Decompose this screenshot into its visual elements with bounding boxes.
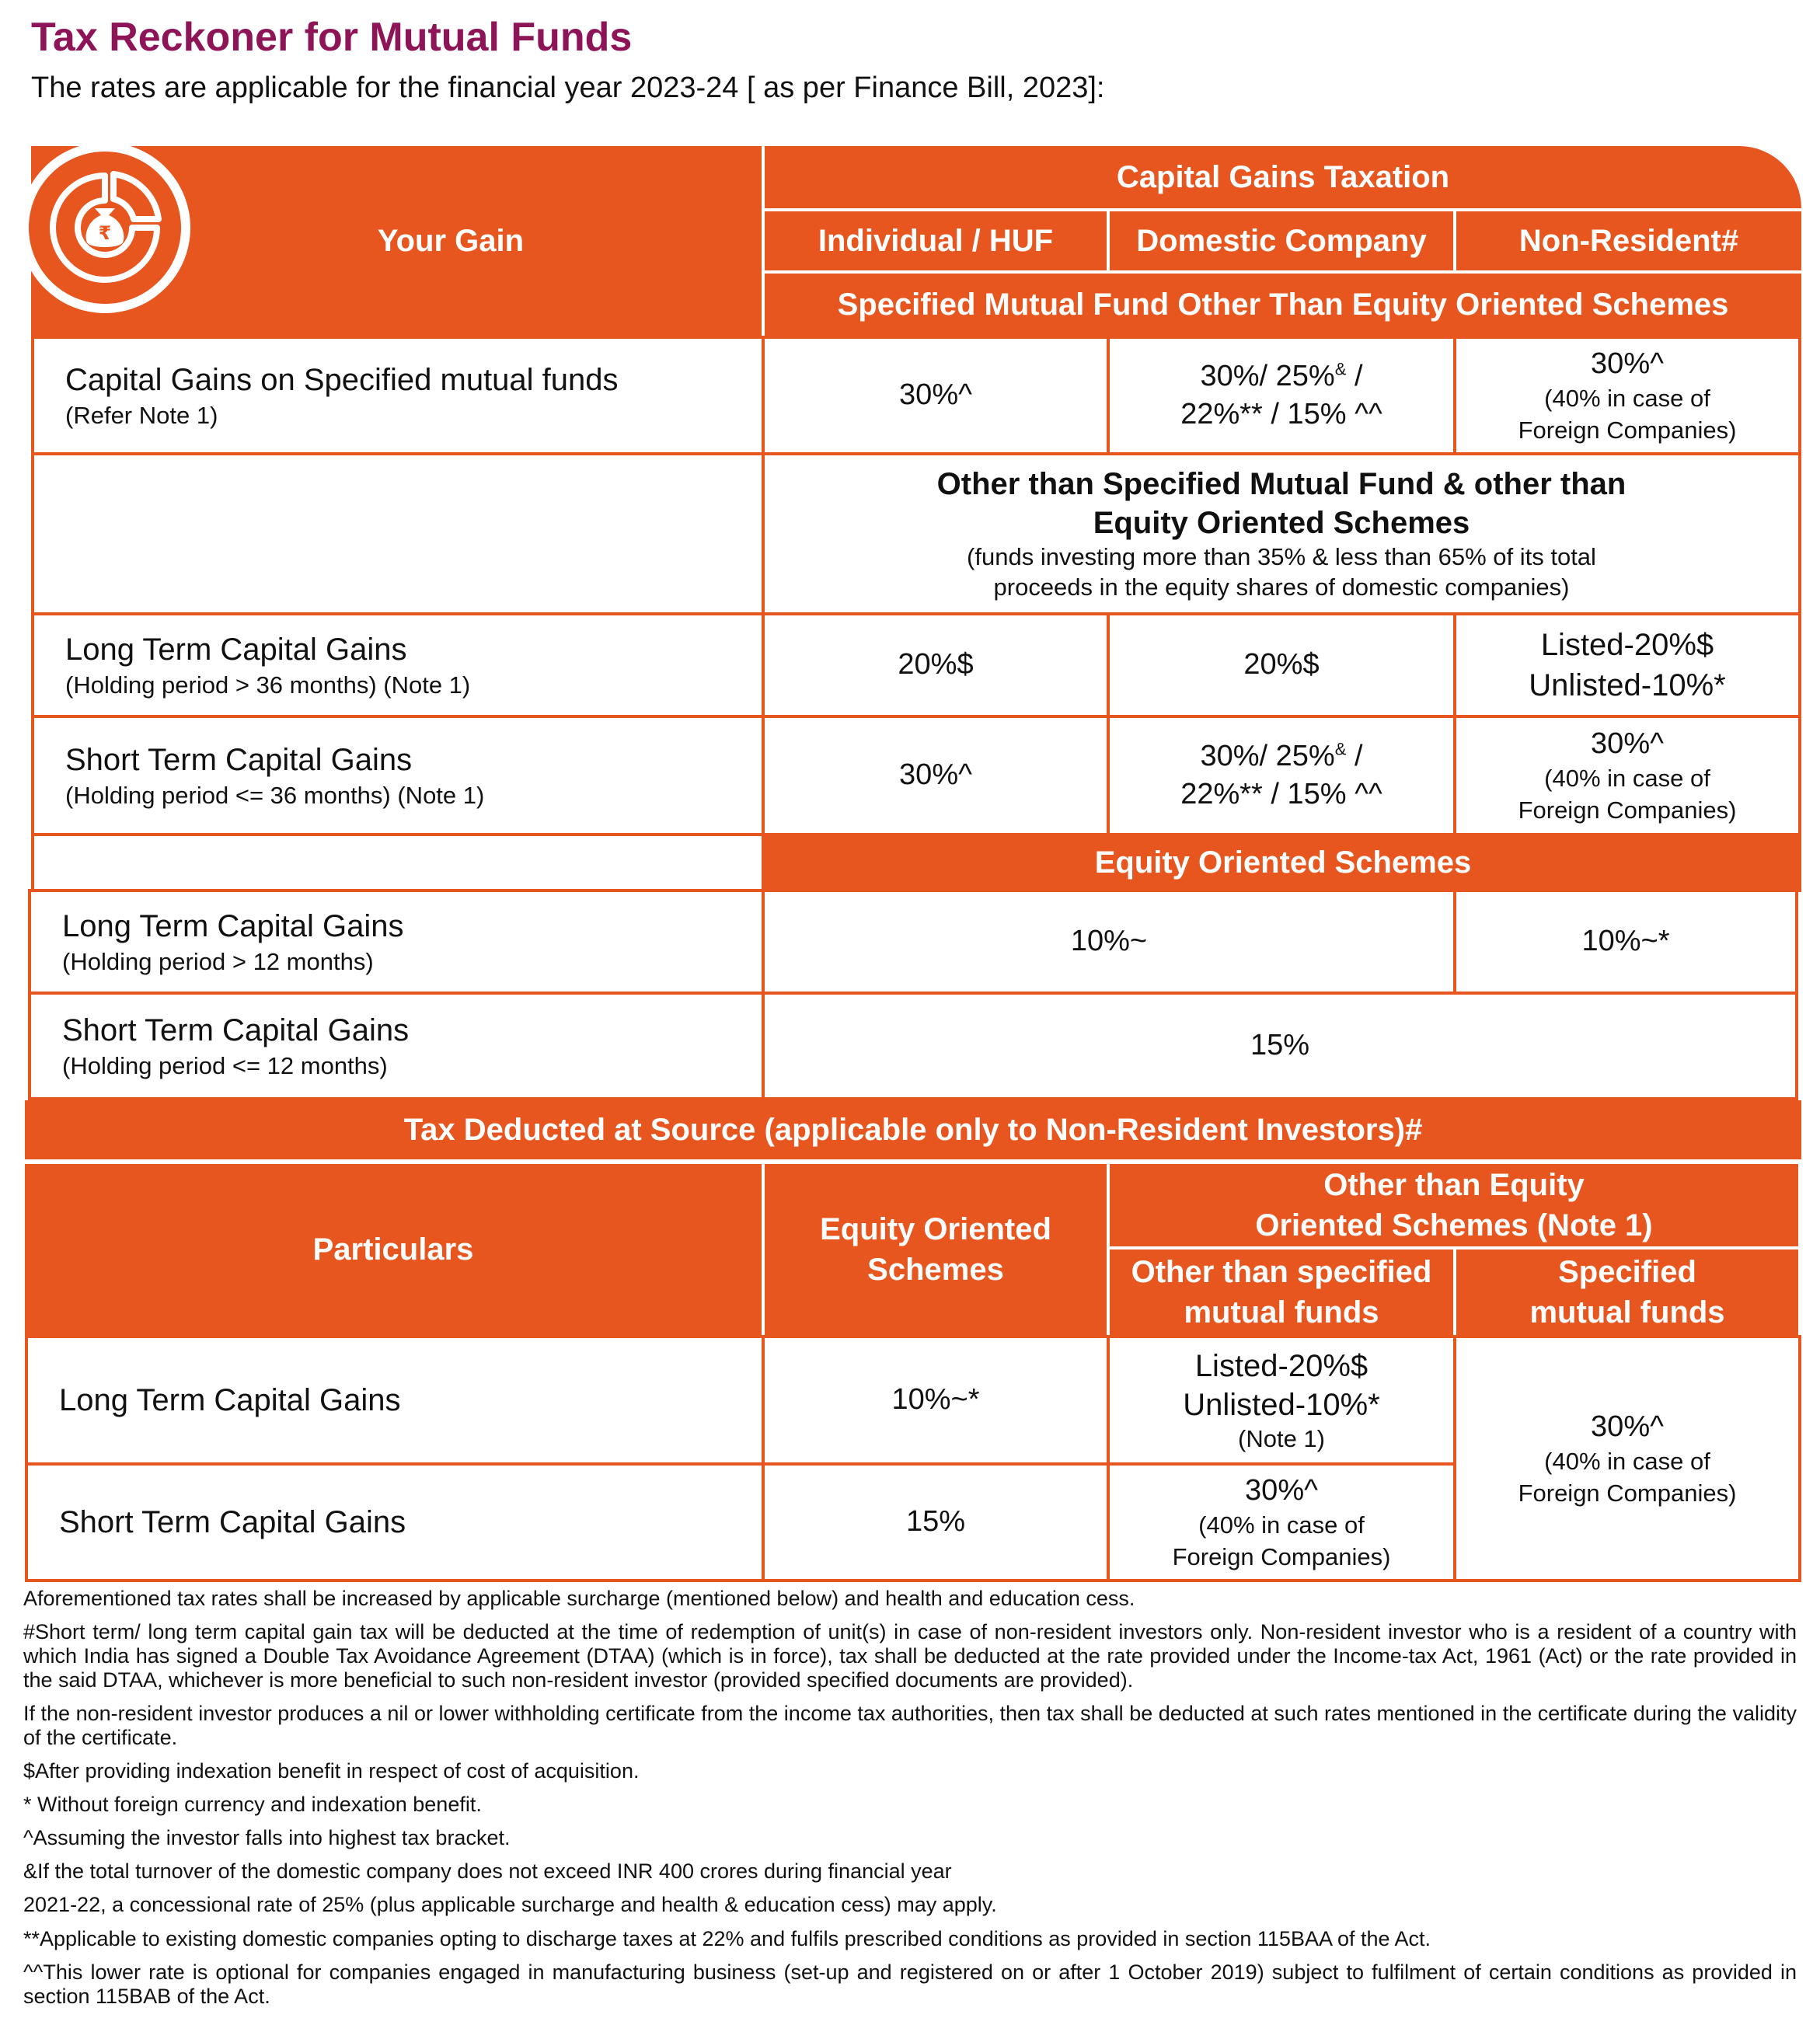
tds-stcg-label: Short Term Capital Gains bbox=[25, 1462, 765, 1582]
footnote: * Without foreign currency and indexation benefit. bbox=[23, 1793, 482, 1817]
capital-gains-taxation-label: Capital Gains Taxation bbox=[1116, 160, 1450, 194]
tds-ltcg-label: Long Term Capital Gains bbox=[25, 1335, 765, 1466]
row-ltcg-36-company: 20%$ bbox=[1107, 612, 1456, 718]
row-specified-cg-label: Capital Gains on Specified mutual funds (Refer Note 1) bbox=[31, 336, 765, 455]
footnotes bbox=[23, 1587, 1797, 2018]
section2-blank bbox=[31, 452, 765, 615]
page-subtitle: The rates are applicable for the financial year 2023-24 [ as per Finance Bill, 2023]: bbox=[31, 71, 1105, 104]
row-stcg-36-label: Short Term Capital Gains (Holding period <= 36 months) (Note 1) bbox=[31, 715, 765, 836]
row-ltcg-12-label: Long Term Capital Gains (Holding period > 12 months) bbox=[28, 889, 765, 995]
tds-equity-header: Equity Oriented Schemes bbox=[765, 1164, 1107, 1335]
footnote: ^Assuming the investor falls into highest tax bracket. bbox=[23, 1826, 511, 1850]
footnote: &If the total turnover of the domestic company does not exceed INR 400 crores during financial year bbox=[23, 1859, 952, 1884]
tds-other-than-specified-header: Other than specified mutual funds bbox=[1110, 1249, 1453, 1335]
rupee-bag-pie-chart-icon bbox=[17, 140, 193, 315]
footnote: If the non-resident investor produces a nil or lower withholding certificate from the income tax authorities, then tax shall be deducted at such rates mentioned in the certificate during the validity of the certificate. bbox=[23, 1702, 1797, 1750]
tds-ltcg-equity: 10%~* bbox=[762, 1335, 1110, 1466]
row-specified-cg-company: 30%/ 25%& / 22%** / 15% ^^ bbox=[1107, 336, 1456, 455]
footnote: Aforementioned tax rates shall be increased by applicable surcharge (mentioned below) and health and education cess. bbox=[23, 1587, 1135, 1610]
tds-stcg-other: 30%^ (40% in case of Foreign Companies) bbox=[1107, 1462, 1456, 1582]
tds-particulars-header: Particulars bbox=[25, 1164, 762, 1335]
row-ltcg-12-nr: 10%~* bbox=[1453, 889, 1798, 995]
row-ltcg-36-nr: Listed-20%$ Unlisted-10%* bbox=[1453, 612, 1801, 718]
col-non-resident: Non-Resident# bbox=[1456, 211, 1801, 270]
your-gain-label: Your Gain bbox=[377, 224, 525, 258]
row-stcg-12-all: 15% bbox=[762, 992, 1798, 1100]
footnote: $After providing indexation benefit in respect of cost of acquisition. bbox=[23, 1759, 640, 1783]
tds-specified-value: 30%^ (40% in case of Foreign Companies) bbox=[1453, 1335, 1801, 1582]
row-ltcg-36-individual: 20%$ bbox=[762, 612, 1110, 718]
tds-other-than-equity-header: Other than Equity Oriented Schemes (Note 1) bbox=[1110, 1164, 1798, 1246]
col-domestic-company: Domestic Company bbox=[1110, 211, 1453, 270]
row-stcg-36-nr: 30%^ (40% in case of Foreign Companies) bbox=[1453, 715, 1801, 836]
row-specified-cg-nr: 30%^ (40% in case of Foreign Companies) bbox=[1453, 336, 1801, 455]
footnote: #Short term/ long term capital gain tax will be deducted at the time of redemption of unit(s) in case of non-resident investors only. Non-resident investor who is a resident of a country with which India has signed a Double Tax Avoidance Agreement (DTAA) (which is in force), tax shall be deducted at the rate provided under the Income-tax Act, 1961 (Act) or the rate provided in the said DTAA, whichever is more beneficial to such non-resident investor (provided specified documents are provided). bbox=[23, 1620, 1797, 1692]
capital-gains-taxation-header bbox=[765, 146, 1801, 208]
footnote: ^^This lower rate is optional for companies engaged in manufacturing business (set-up and registered on or after 1 October 2019) subject to fulfilment of certain conditions as provided in section 115BAB of the Act. bbox=[23, 1960, 1797, 2008]
col-individual-huf: Individual / HUF bbox=[765, 211, 1107, 270]
footnote: **Applicable to existing domestic companies opting to discharge taxes at 22% and fulfils prescribed conditions as provided in section 115BAA of the Act. bbox=[23, 1926, 1431, 1950]
svg-text:₹: ₹ bbox=[98, 222, 112, 244]
row-ltcg-12-resident: 10%~ bbox=[762, 889, 1456, 995]
section-equity-oriented: Equity Oriented Schemes bbox=[765, 833, 1801, 892]
tds-ltcg-other: Listed-20%$ Unlisted-10%* (Note 1) bbox=[1107, 1335, 1456, 1466]
section-other-than-specified: Other than Specified Mutual Fund & other than Equity Oriented Schemes (funds investing more than 35% & less than 65% of its total proceeds in the equity shares of domestic companies) bbox=[762, 452, 1801, 615]
section-specified-mf: Specified Mutual Fund Other Than Equity Oriented Schemes bbox=[765, 274, 1801, 336]
row-stcg-36-individual: 30%^ bbox=[762, 715, 1110, 836]
row-ltcg-36-label: Long Term Capital Gains (Holding period > 36 months) (Note 1) bbox=[31, 612, 765, 718]
row-stcg-36-company: 30%/ 25%& / 22%** / 15% ^^ bbox=[1107, 715, 1456, 836]
tds-banner: Tax Deducted at Source (applicable only to Non-Resident Investors)# bbox=[25, 1100, 1801, 1159]
row-specified-cg-individual: 30%^ bbox=[762, 336, 1110, 455]
footnote: 2021-22, a concessional rate of 25% (plus applicable surcharge and health & education cess) may apply. bbox=[23, 1893, 997, 1917]
tds-stcg-equity: 15% bbox=[762, 1462, 1110, 1582]
tds-specified-header: Specified mutual funds bbox=[1456, 1249, 1798, 1335]
row-stcg-12-label: Short Term Capital Gains (Holding period <= 12 months) bbox=[28, 992, 765, 1100]
section3-blank bbox=[31, 833, 765, 892]
page-title: Tax Reckoner for Mutual Funds bbox=[31, 15, 633, 60]
